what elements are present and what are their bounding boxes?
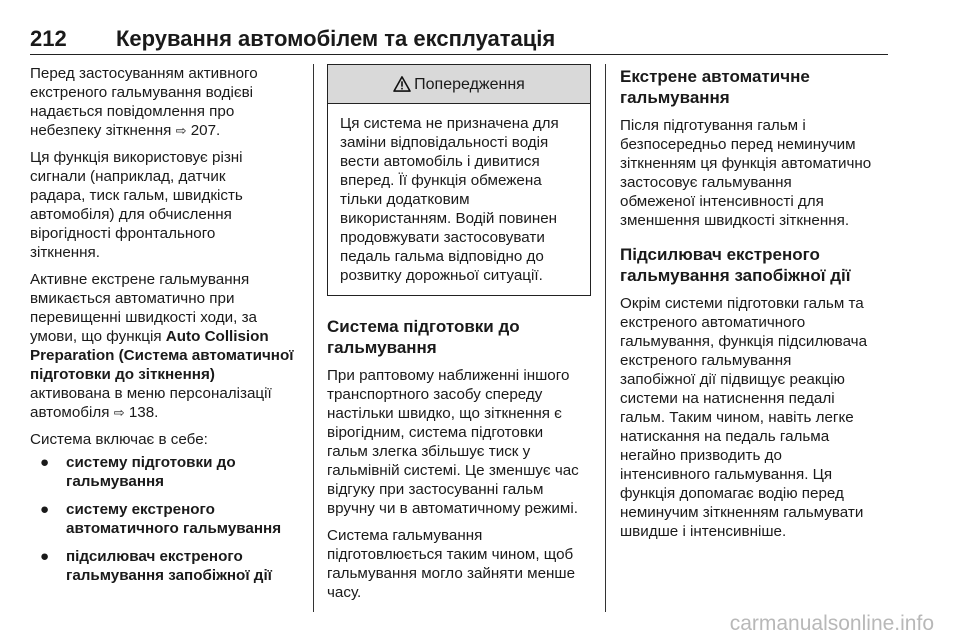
warning-body [328, 104, 590, 295]
feature-name: підготовки до зіткнення) [30, 366, 215, 383]
text-line: гальмування запобіжної дії [66, 567, 272, 584]
text-line: гальмування [620, 88, 730, 107]
text-line: обмеженої інтенсивності для [620, 193, 824, 210]
text-line: транспортного засобу спереду [327, 386, 543, 403]
warning-triangle-icon [393, 76, 411, 92]
text-line: систему екстреного [66, 501, 215, 518]
text-line: підготовлюється таким чином, щоб [327, 546, 574, 563]
column-divider-2 [605, 64, 606, 612]
text-line: запобіжної дії підвищує реакцію [620, 371, 845, 388]
text-line: автоматичного гальмування [66, 520, 282, 537]
list-item [30, 500, 302, 538]
page-number: 212 [30, 26, 67, 51]
text-line: використанням. Водій повинен [340, 210, 558, 227]
text-line: Система підготовки до [327, 317, 520, 336]
warning-title: Попередження [414, 75, 525, 93]
text-line: вручну чи в автоматичному режимі. [327, 500, 578, 517]
paragraph-brake-preparation [327, 366, 591, 518]
text-line: Система гальмування [327, 527, 483, 544]
text-line: екстреного гальмування водієві [30, 84, 254, 101]
text-line: заміни відповідальності водія [340, 134, 549, 151]
feature-name: Preparation (Система автоматичної [30, 347, 294, 364]
column-1 [30, 64, 302, 594]
text-line: неминучим зіткненням гальмувати [620, 504, 864, 521]
text-line: вести автомобіль і дивитися [340, 153, 540, 170]
text-line: екстреного гальмування [620, 352, 792, 369]
text-line: швидше і інтенсивніше. [620, 523, 787, 540]
paragraph-brake-system [327, 526, 591, 602]
text-line: часу. [327, 584, 362, 601]
text-line: небезпеку зіткнення [30, 122, 172, 139]
paragraph-activation [30, 270, 302, 422]
section-heading-brake-preparation [327, 316, 591, 358]
text-line: функція допомагає водію перед [620, 485, 844, 502]
bullet-icon: ● [40, 501, 50, 518]
page-reference-link[interactable]: 207. [190, 122, 221, 139]
text-line: вірогідним, система підготовки [327, 424, 544, 441]
text-line: автомобіля [30, 404, 110, 421]
watermark: carmanualsonline.info [729, 612, 934, 635]
paragraph-includes: Система включає в себе: [30, 431, 208, 448]
text-line: Після підготування гальм і [620, 117, 806, 134]
text-line: педаль гальма відповідно до [340, 248, 544, 265]
text-line: систему підготовки до [66, 454, 236, 471]
page-header [30, 26, 888, 55]
list-item [30, 547, 302, 585]
text-line: вірогідності фронтального [30, 225, 216, 242]
bullet-list [30, 453, 302, 585]
column-2 [327, 64, 591, 610]
text-line: натискання на педаль гальма [620, 428, 830, 445]
page-title: Керування автомобілем та експлуатація [116, 26, 556, 51]
text-line: гальм злегка збільшує тиск у [327, 443, 531, 460]
text-line: негайно призводить до [620, 447, 782, 464]
reference-arrow-icon: ⇨ [175, 123, 187, 138]
text-line: Екстрене автоматичне [620, 67, 810, 86]
text-line: безпосередньо перед неминучим [620, 136, 856, 153]
text-line: вперед. Її функція обмежена [340, 172, 542, 189]
reference-arrow-icon: ⇨ [113, 405, 125, 420]
text-line: радара, тиск гальм, швидкість [30, 187, 243, 204]
text-line: Перед застосуванням активного [30, 65, 258, 82]
text-line: гальмування, функція підсилювача [620, 333, 868, 350]
text-line: зіткнення. [30, 244, 100, 261]
text-line: Окрім системи підготовки гальм та [620, 295, 864, 312]
paragraph-signals [30, 148, 302, 262]
text-line: зменшення швидкості зіткнення. [620, 212, 850, 229]
text-line: тільки додатковим [340, 191, 470, 208]
text-line: активована в меню персоналізації [30, 385, 272, 402]
column-divider-1 [313, 64, 314, 612]
text-line: екстреного автоматичного [620, 314, 806, 331]
text-line: підсилювач екстреного [66, 548, 243, 565]
text-line: гальмування запобіжної дії [620, 266, 851, 285]
paragraph-warning-notice [30, 64, 302, 140]
bullet-icon: ● [40, 454, 50, 471]
text-line: гальмування [327, 338, 437, 357]
paragraph-emergency-braking [620, 116, 890, 230]
text-line: гальмування могло зайняти менше [327, 565, 576, 582]
text-line: інтенсивного гальмування. Ця [620, 466, 833, 483]
text-line: Ця система не призначена для [340, 115, 559, 132]
section-heading-emergency-braking [620, 66, 890, 108]
text-line: відгуку при застосуванні гальм [327, 481, 544, 498]
text-line: гальмівній системі. Це зменшує час [327, 462, 579, 479]
text-line: Ця функція використовує різні [30, 149, 243, 166]
column-3 [620, 66, 890, 549]
list-item [30, 453, 302, 491]
section-heading-brake-assist [620, 244, 890, 286]
text-line: автомобіля) для обчислення [30, 206, 232, 223]
page-reference-link[interactable]: 138. [128, 404, 159, 421]
text-line: продовжувати застосовувати [340, 229, 545, 246]
paragraph-brake-assist [620, 294, 890, 541]
bullet-icon: ● [40, 548, 50, 565]
feature-name: Auto Collision [165, 328, 269, 345]
text-line: системи на натиснення педалі [620, 390, 835, 407]
text-line: застосовує гальмування [620, 174, 792, 191]
text-line: настільки швидко, що зіткнення є [327, 405, 562, 422]
warning-header [328, 65, 590, 104]
text-line: гальм. Таким чином, навіть легке [620, 409, 854, 426]
text-line: Підсилювач екстреного [620, 245, 820, 264]
text-line: вмикається автоматично при [30, 290, 235, 307]
text-line: При раптовому наближенні іншого [327, 367, 570, 384]
text-line: перевищенні швидкості ходи, за [30, 309, 257, 326]
text-line: гальмування [66, 473, 165, 490]
text-line: розвитку дорожньої ситуації. [340, 267, 543, 284]
text-line: умови, що функція [30, 328, 162, 345]
text-line: надається повідомлення про [30, 103, 235, 120]
warning-box [327, 64, 591, 296]
text-line: зіткненням ця функція автоматично [620, 155, 872, 172]
text-line: сигнали (наприклад, датчик [30, 168, 226, 185]
text-line: Активне екстрене гальмування [30, 271, 250, 288]
